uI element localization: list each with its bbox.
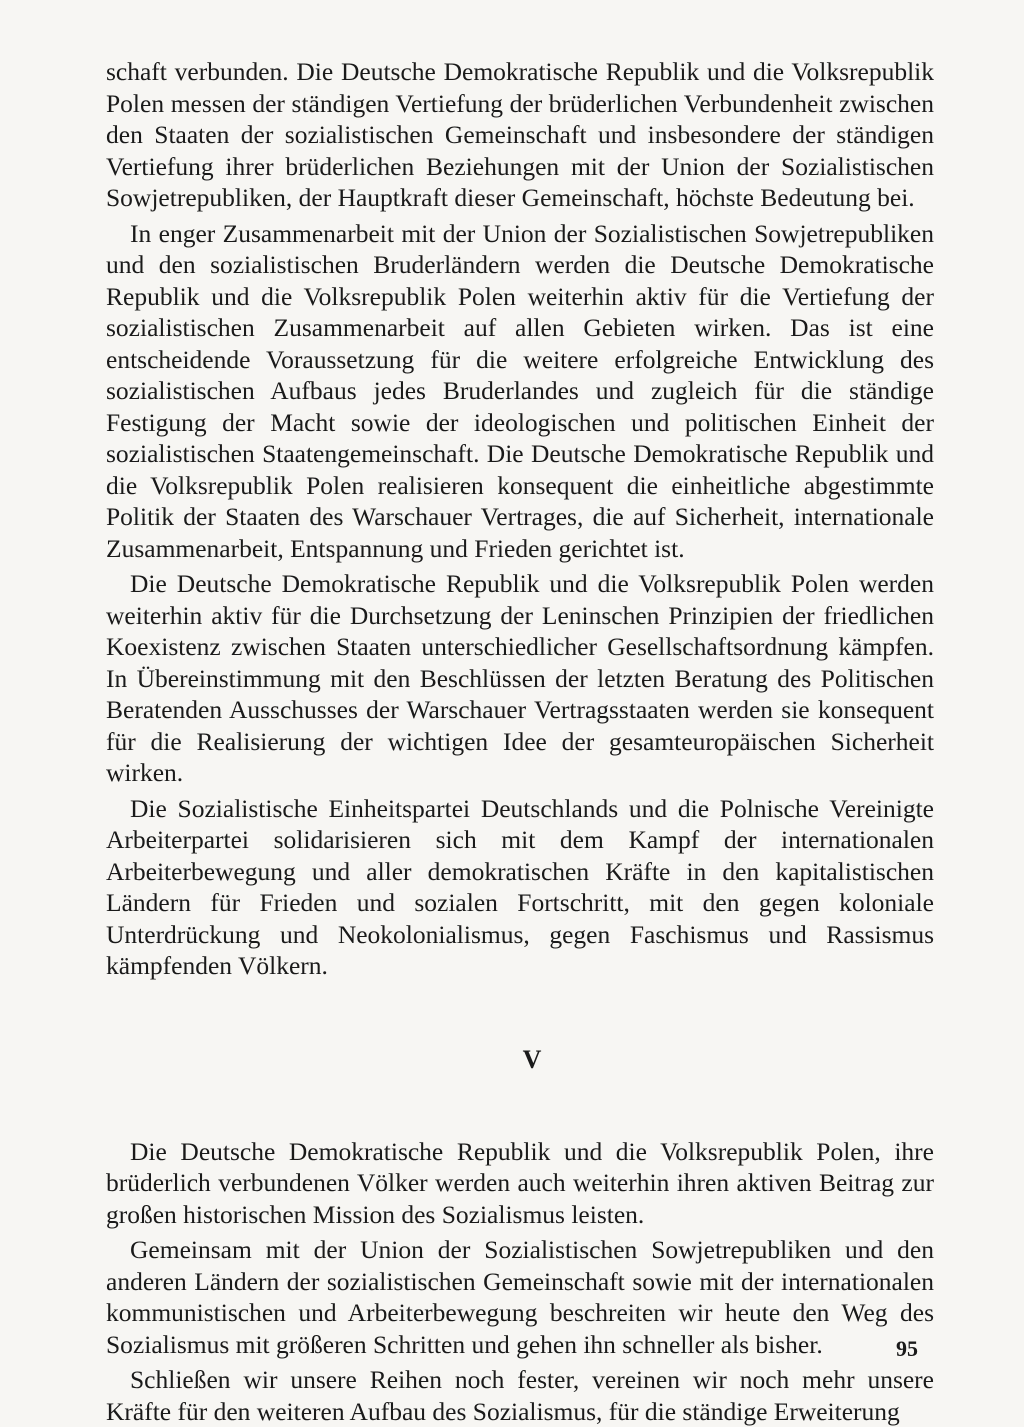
paragraph: Gemeinsam mit der Union der Sozialistischen Sowjetrepubliken und den anderen Ländern der sozialistischen Gemeinschaft sowie mit der internationalen kommunistischen und Arbeiterbewegung beschreiten wir heute den Weg des Sozialismus mit größeren Schritten und gehen ihn schneller als bisher. <box>106 1235 934 1359</box>
section-heading: V <box>522 1044 542 1074</box>
page-body <box>106 56 934 1427</box>
paragraph-continues: Schließen wir unsere Reihen noch fester, vereinen wir noch mehr unsere Kräfte für den weiteren Aufbau des Sozialismus, für die ständige Erweiterung <box>106 1365 934 1426</box>
paragraph: In enger Zusammenarbeit mit der Union der Sozialistischen Sowjetrepubliken und den sozialistischen Bruderländern werden die Deutsche Demokratische Republik und die Volksrepublik Polen weiterhin aktiv für die Vertiefung der sozialistischen Zusammenarbeit auf allen Gebieten wirken. Das ist eine entscheidende Voraussetzung für die weitere erfolgreiche Entwicklung des sozialistischen Aufbaus jedes Bruderlandes und zugleich für die ständige Festigung der Macht sowie der ideologischen und politischen Einheit der sozialistischen Staatengemeinschaft. Die Deutsche Demokratische Republik und die Volksrepublik Polen realisieren konsequent die einheitliche abgestimmte Politik der Staaten des Warschauer Vertrages, die auf Sicherheit, internationale Zusammenarbeit, Entspannung und Frieden gerichtet ist. <box>106 218 934 563</box>
paragraph: Die Deutsche Demokratische Republik und die Volksrepublik Polen, ihre brüderlich verbundenen Völker werden auch weiterhin ihren aktiven Beitrag zur großen historischen Mission des Sozialismus leisten. <box>106 1136 934 1229</box>
page-number: 95 <box>896 1336 918 1361</box>
paragraph: Die Sozialistische Einheitspartei Deutschlands und die Polnische Vereinigte Arbeiterpartei solidarisieren sich mit dem Kampf der internationalen Arbeiterbewegung und aller demokratischen Kräfte in den kapitalistischen Ländern für Frieden und sozialen Fortschritt, mit den gegen koloniale Unterdrückung und Neokolonialismus, gegen Faschismus und Rassismus kämpfenden Völkern. <box>106 793 934 980</box>
paragraph-continued: schaft verbunden. Die Deutsche Demokratische Republik und die Volksrepublik Polen messen der ständigen Vertiefung der brüderlichen Verbundenheit zwischen den Staaten der sozialistischen Gemeinschaft und insbesondere der ständigen Vertiefung ihrer brüderlichen Beziehungen mit der Union der Sozialistischen Sowjetrepubliken, der Hauptkraft dieser Gemeinschaft, höchste Bedeutung bei. <box>106 57 934 212</box>
paragraph: Die Deutsche Demokratische Republik und die Volksrepublik Polen werden weiterhin aktiv für die Durchsetzung der Leninschen Prinzipien der friedlichen Koexistenz zwischen Staaten unterschiedlicher Gesellschaftsordnung kämpfen. In Übereinstimmung mit den Beschlüssen der letzten Beratung des Politischen Beratenden Ausschusses der Warschauer Vertragsstaaten werden sie konsequent für die Realisierung der wichtigen Idee der gesamteuropäischen Sicherheit wirken. <box>106 569 934 787</box>
